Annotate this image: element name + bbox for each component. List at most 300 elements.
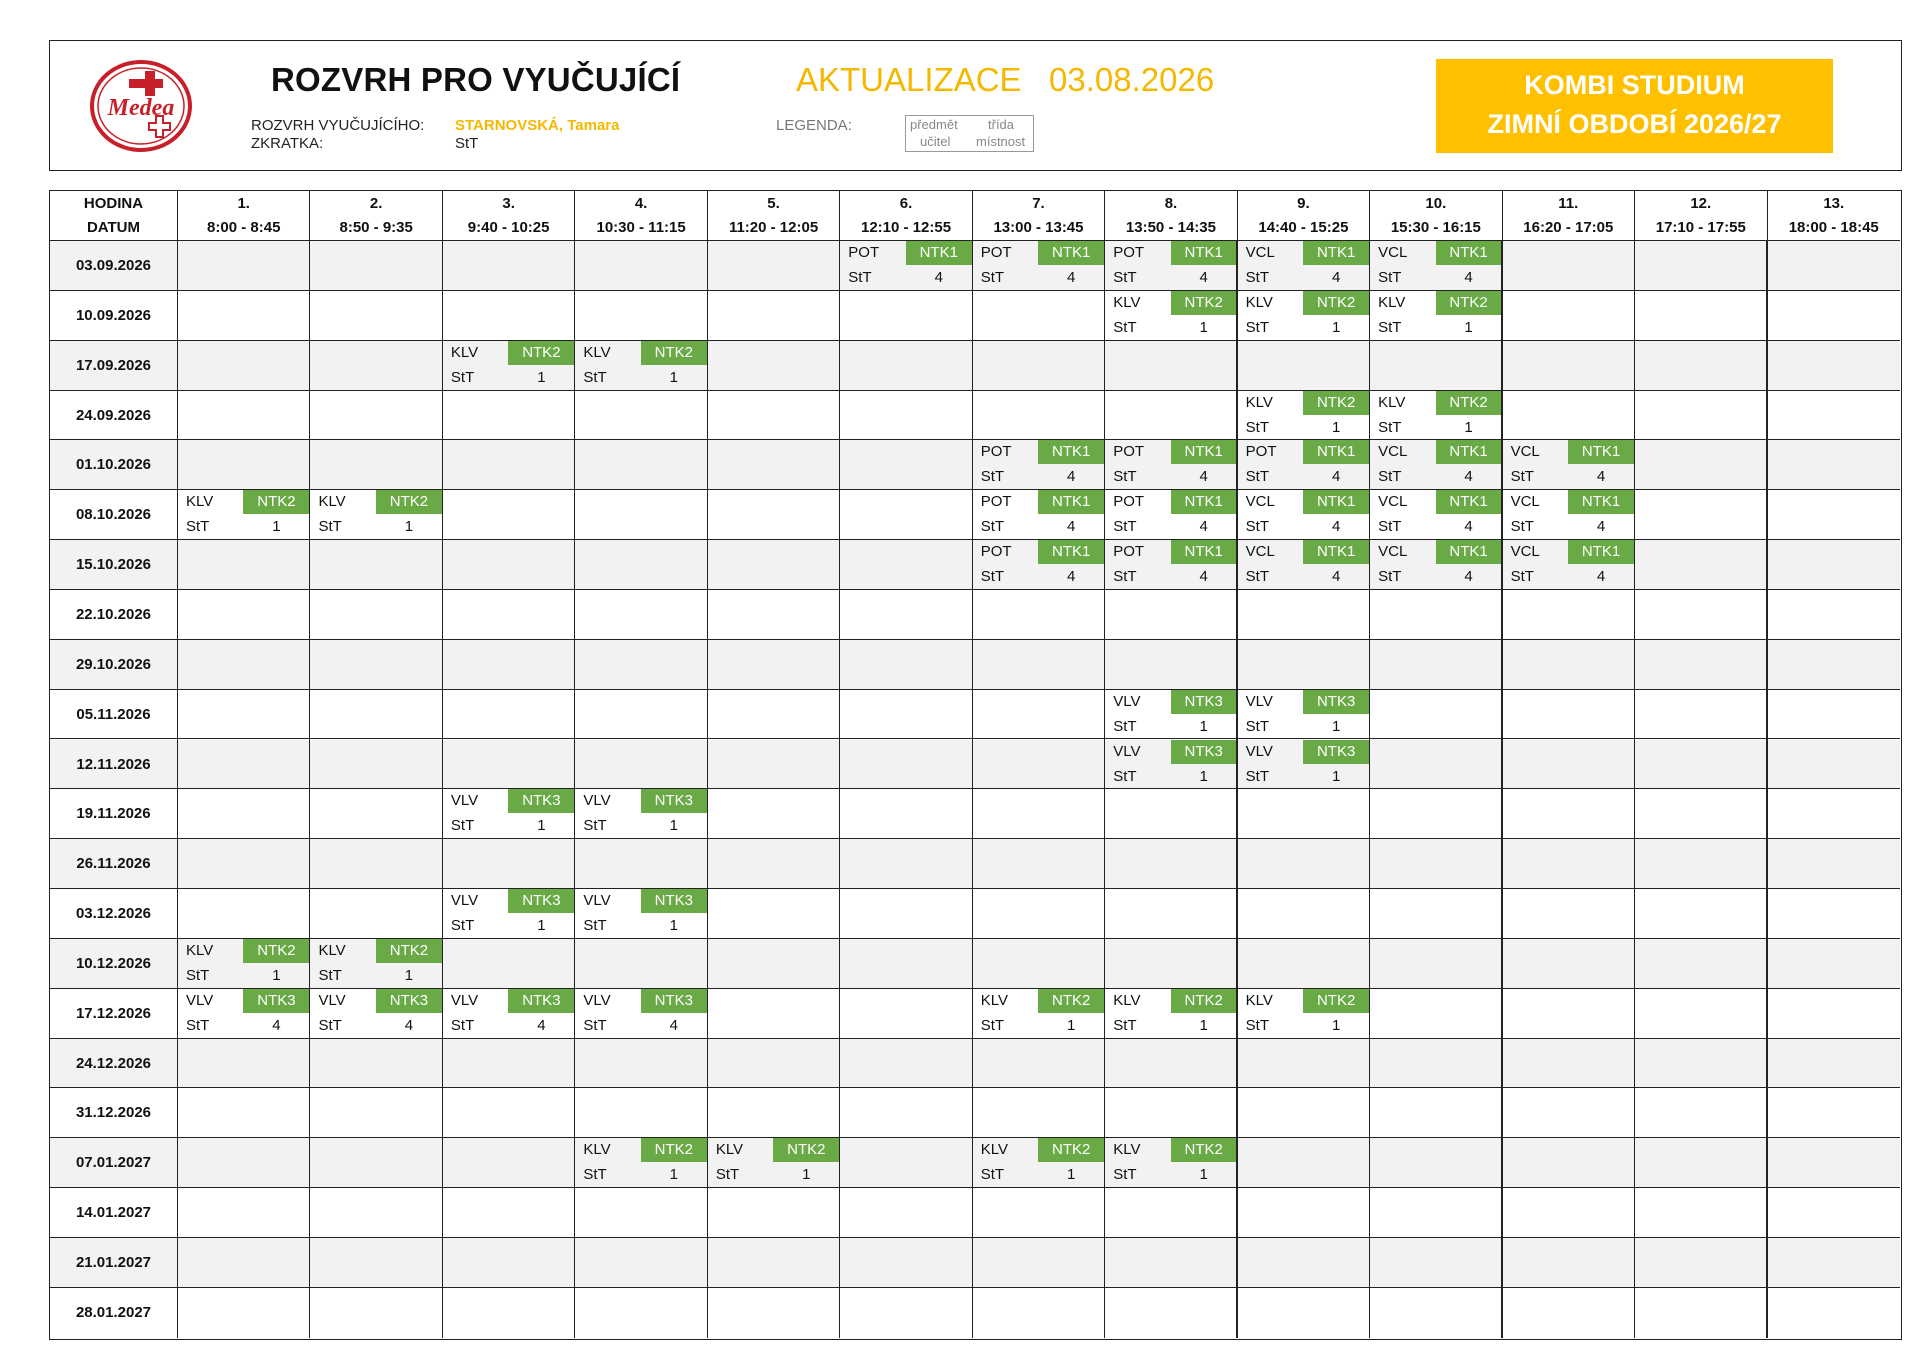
lesson-teacher: StT: [980, 1016, 1005, 1034]
lesson-cell: [310, 939, 441, 988]
lesson-cell: [1370, 540, 1501, 589]
lesson-room: 1: [1331, 318, 1341, 336]
lesson-room: 1: [404, 518, 414, 536]
lesson-subject: VCL: [1378, 244, 1408, 261]
lesson-room: 1: [537, 817, 546, 835]
lesson-room: 1: [1331, 717, 1341, 735]
lesson-subject: KLV: [1245, 293, 1273, 311]
lesson-class: NTK1: [1171, 490, 1237, 514]
lesson-room: 1: [1199, 1166, 1208, 1184]
period-time: 17:10 - 17:55: [1655, 219, 1746, 236]
lesson-cell: [575, 789, 706, 838]
period-time: 12:10 - 12:55: [860, 219, 952, 236]
lesson-teacher: StT: [318, 1016, 342, 1034]
lesson-cell: [1105, 989, 1236, 1038]
lesson-class: NTK2: [1303, 989, 1369, 1013]
document-header: [49, 40, 1902, 171]
lesson-cell: [443, 889, 574, 938]
lesson-teacher: StT: [715, 1166, 740, 1184]
lesson-room: 1: [669, 1166, 678, 1184]
lesson-room: 1: [1199, 1016, 1208, 1034]
row-date: 05.11.2026: [50, 690, 178, 740]
row-date: 08.10.2026: [50, 490, 178, 540]
row-date: 03.09.2026: [50, 241, 178, 291]
lesson-room: 1: [537, 917, 546, 935]
table-row: [50, 1288, 1900, 1338]
table-row: [50, 341, 1900, 391]
lesson-class: NTK1: [1568, 490, 1634, 514]
lesson-room: 4: [1199, 518, 1208, 536]
lesson-room: 4: [404, 1016, 414, 1034]
lesson-teacher: StT: [1113, 468, 1137, 486]
lesson-cell: [443, 341, 574, 390]
lesson-teacher: StT: [1510, 468, 1534, 486]
lesson-teacher: StT: [1245, 318, 1270, 336]
lesson-room: 1: [1464, 418, 1473, 436]
lesson-subject: VLV: [1113, 692, 1141, 710]
lesson-cell: [1503, 490, 1634, 539]
lesson-class: NTK2: [773, 1138, 839, 1162]
lesson-room: 1: [1067, 1016, 1076, 1034]
period-number: 6.: [899, 195, 913, 212]
lesson-class: NTK3: [1171, 740, 1237, 764]
table-row: [50, 590, 1900, 640]
lesson-class: NTK1: [1303, 241, 1369, 265]
lesson-teacher: StT: [1113, 269, 1137, 286]
lesson-subject: VCL: [1245, 244, 1275, 261]
teacher-name: STARNOVSKÁ, Tamara: [455, 117, 620, 134]
lesson-class: NTK1: [1436, 241, 1502, 265]
lesson-class: NTK2: [508, 341, 574, 365]
lesson-teacher: StT: [1113, 717, 1137, 735]
lesson-cell: [1105, 740, 1236, 789]
lesson-teacher: StT: [1378, 418, 1402, 436]
period-number: 9.: [1297, 195, 1310, 212]
lesson-teacher: StT: [1245, 418, 1270, 436]
lesson-class: NTK3: [508, 889, 574, 913]
row-date: 28.01.2027: [50, 1288, 178, 1338]
lesson-room: 1: [272, 966, 281, 984]
period-time: 8:50 - 9:35: [339, 219, 413, 236]
lesson-teacher: StT: [1113, 518, 1137, 536]
lesson-subject: KLV: [1113, 1141, 1141, 1159]
lesson-room: 1: [669, 917, 678, 935]
lesson-room: 4: [1596, 468, 1606, 486]
lesson-subject: KLV: [1378, 293, 1406, 311]
table-row: [50, 291, 1900, 341]
period-header: [840, 191, 972, 241]
header-corner: [50, 191, 178, 241]
lesson-teacher: StT: [186, 1016, 210, 1034]
lesson-room: 1: [1331, 1016, 1341, 1034]
legend-teacher: učitel: [920, 134, 951, 149]
lesson-subject: VLV: [1245, 742, 1273, 760]
row-date: 21.01.2027: [50, 1238, 178, 1288]
table-row: [50, 789, 1900, 839]
lesson-cell: [1238, 690, 1369, 739]
lesson-cell: [1238, 740, 1369, 789]
lesson-cell: [1238, 391, 1369, 440]
lesson-teacher: StT: [1378, 568, 1402, 586]
lesson-room: 4: [1067, 518, 1076, 536]
lesson-room: 4: [272, 1016, 281, 1034]
lesson-room: 1: [1331, 767, 1341, 785]
lesson-room: 1: [1199, 767, 1208, 785]
lesson-cell: [575, 889, 706, 938]
lesson-class: NTK2: [376, 490, 442, 514]
lesson-subject: KLV: [1245, 393, 1273, 411]
lesson-class: NTK3: [508, 989, 574, 1013]
legend-label: LEGENDA:: [776, 117, 852, 134]
period-number: 10.: [1425, 195, 1447, 212]
lesson-class: NTK2: [376, 939, 442, 963]
lesson-cell: [178, 989, 309, 1038]
lesson-class: NTK1: [1038, 540, 1104, 564]
table-row: [50, 1088, 1900, 1138]
period-number: 3.: [502, 195, 515, 212]
legend-room: místnost: [976, 134, 1026, 149]
lesson-class: NTK3: [1171, 690, 1237, 714]
lesson-teacher: StT: [318, 966, 342, 984]
lesson-subject: VLV: [583, 892, 611, 910]
lesson-teacher: StT: [1245, 468, 1270, 486]
lesson-cell: [840, 241, 971, 290]
lesson-subject: VCL: [1378, 543, 1408, 561]
lesson-class: NTK1: [1038, 440, 1104, 464]
lesson-cell: [310, 490, 441, 539]
lesson-class: NTK1: [1436, 490, 1502, 514]
period-time: 9:40 - 10:25: [467, 219, 550, 236]
lesson-room: 4: [1067, 269, 1076, 286]
lesson-teacher: StT: [1378, 269, 1402, 286]
column-divider: [1236, 241, 1237, 1338]
period-time: 14:40 - 15:25: [1258, 219, 1349, 236]
column-divider: [309, 241, 310, 1338]
period-time: 10:30 - 11:15: [596, 219, 686, 236]
row-date: 17.12.2026: [50, 989, 178, 1039]
lesson-class: NTK3: [641, 889, 707, 913]
lesson-cell: [1105, 490, 1236, 539]
lesson-cell: [708, 1138, 839, 1187]
lesson-teacher: StT: [186, 966, 210, 984]
row-date: 22.10.2026: [50, 590, 178, 640]
lesson-teacher: StT: [583, 917, 607, 935]
table-row: [50, 640, 1900, 690]
lesson-room: 4: [1464, 518, 1473, 536]
row-date: 31.12.2026: [50, 1088, 178, 1138]
period-time: 11:20 - 12:05: [728, 219, 819, 236]
row-date: 03.12.2026: [50, 889, 178, 939]
lesson-class: NTK2: [1038, 1138, 1104, 1162]
lesson-subject: POT: [980, 543, 1012, 561]
lesson-room: 1: [669, 368, 678, 386]
lesson-class: NTK1: [1171, 241, 1237, 265]
period-header: [1768, 191, 1900, 241]
lesson-subject: POT: [848, 244, 880, 261]
lesson-subject: KLV: [1378, 393, 1406, 411]
lesson-cell: [973, 1138, 1104, 1187]
lesson-subject: VCL: [1378, 493, 1408, 511]
period-number: 1.: [237, 195, 250, 212]
lesson-subject: KLV: [450, 343, 479, 361]
column-divider: [1501, 241, 1502, 1338]
table-row: [50, 391, 1900, 441]
lesson-class: NTK1: [1568, 440, 1634, 464]
lesson-subject: VLV: [583, 991, 611, 1009]
lesson-subject: VLV: [186, 991, 214, 1009]
lesson-subject: KLV: [186, 493, 214, 511]
lesson-teacher: StT: [450, 368, 475, 386]
lesson-subject: VLV: [450, 892, 479, 910]
lesson-class: NTK2: [1171, 1138, 1237, 1162]
lesson-teacher: StT: [1378, 518, 1402, 536]
row-date: 17.09.2026: [50, 341, 178, 391]
lesson-subject: KLV: [186, 941, 214, 959]
lesson-room: 1: [1067, 1166, 1076, 1184]
lesson-cell: [1105, 1138, 1236, 1187]
period-header: [1635, 191, 1767, 241]
lesson-class: NTK2: [243, 939, 309, 963]
lesson-room: 4: [1464, 269, 1473, 286]
lesson-teacher: StT: [450, 817, 475, 835]
column-divider: [1369, 241, 1370, 1338]
lesson-cell: [1370, 391, 1501, 440]
lesson-room: 4: [1199, 468, 1208, 486]
lesson-class: NTK2: [1436, 291, 1502, 315]
period-number: 12.: [1690, 195, 1712, 212]
corner-hour-label: HODINA: [83, 195, 144, 212]
lesson-cell: [1238, 291, 1369, 340]
period-header: [178, 191, 310, 241]
lesson-class: NTK1: [1303, 540, 1369, 564]
lesson-teacher: StT: [980, 468, 1005, 486]
lesson-room: 1: [1199, 717, 1208, 735]
lesson-cell: [1370, 440, 1501, 489]
lesson-class: NTK1: [1171, 540, 1237, 564]
lesson-teacher: StT: [318, 518, 342, 536]
lesson-subject: VCL: [1245, 543, 1275, 561]
lesson-teacher: StT: [980, 1166, 1005, 1184]
lesson-cell: [1503, 440, 1634, 489]
lesson-subject: POT: [980, 493, 1012, 511]
lesson-cell: [1238, 241, 1369, 290]
lesson-room: 4: [1596, 568, 1606, 586]
column-divider: [1634, 241, 1635, 1338]
column-divider: [442, 241, 443, 1338]
lesson-teacher: StT: [1113, 1166, 1137, 1184]
legend-box: [905, 115, 1034, 152]
lesson-room: 4: [537, 1016, 546, 1034]
period-header: [1238, 191, 1370, 241]
lesson-class: NTK3: [1303, 740, 1369, 764]
page-title: ROZVRH PRO VYUČUJÍCÍ: [271, 61, 681, 98]
lesson-class: NTK1: [1436, 440, 1502, 464]
lesson-class: NTK1: [1436, 540, 1502, 564]
lesson-subject: POT: [1113, 543, 1145, 561]
row-date: 07.01.2027: [50, 1138, 178, 1188]
lesson-subject: KLV: [583, 343, 611, 361]
lesson-class: NTK1: [1038, 490, 1104, 514]
row-date: 14.01.2027: [50, 1188, 178, 1238]
lesson-teacher: StT: [1378, 318, 1402, 336]
table-row: [50, 839, 1900, 889]
period-header: [973, 191, 1105, 241]
legend-class: třída: [988, 117, 1015, 132]
lesson-class: NTK2: [1303, 291, 1369, 315]
lesson-cell: [1105, 690, 1236, 739]
lesson-cell: [1370, 490, 1501, 539]
lesson-cell: [1105, 540, 1236, 589]
lesson-class: NTK2: [243, 490, 309, 514]
row-date: 26.11.2026: [50, 839, 178, 889]
lesson-subject: VLV: [450, 991, 479, 1009]
lesson-subject: VLV: [583, 792, 611, 810]
lesson-room: 4: [1067, 468, 1076, 486]
lesson-subject: VCL: [1510, 493, 1540, 511]
lesson-class: NTK2: [1171, 989, 1237, 1013]
lesson-cell: [1238, 490, 1369, 539]
lesson-room: 1: [537, 368, 546, 386]
teacher-label: ROZVRH VYUČUJÍCÍHO:: [251, 117, 425, 134]
lesson-subject: POT: [1245, 443, 1277, 461]
lesson-teacher: StT: [583, 1166, 607, 1184]
lesson-cell: [575, 341, 706, 390]
lesson-class: NTK1: [1568, 540, 1634, 564]
lesson-subject: VLV: [318, 991, 346, 1009]
lesson-cell: [1105, 291, 1236, 340]
lesson-room: 4: [1331, 568, 1341, 586]
lesson-cell: [1370, 241, 1501, 290]
timetable: [49, 190, 1902, 1340]
lesson-cell: [310, 989, 441, 1038]
column-divider: [177, 241, 178, 1338]
lesson-teacher: StT: [1113, 318, 1137, 336]
row-date: 24.09.2026: [50, 391, 178, 441]
period-number: 8.: [1164, 195, 1178, 212]
table-row: [50, 1238, 1900, 1288]
period-time: 13:00 - 13:45: [993, 219, 1084, 236]
lesson-class: NTK2: [1303, 391, 1369, 415]
period-number: 2.: [369, 195, 383, 212]
lesson-room: 4: [1596, 518, 1606, 536]
period-number: 13.: [1823, 195, 1845, 212]
lesson-teacher: StT: [1113, 767, 1137, 785]
lesson-room: 4: [1464, 568, 1473, 586]
lesson-teacher: StT: [583, 817, 607, 835]
period-number: 5.: [767, 195, 780, 212]
lesson-teacher: StT: [186, 518, 210, 536]
column-divider: [1104, 241, 1105, 1338]
lesson-class: NTK2: [1171, 291, 1237, 315]
period-header: [1370, 191, 1502, 241]
lesson-room: 1: [1331, 418, 1341, 436]
lesson-teacher: StT: [1245, 269, 1270, 286]
lesson-teacher: StT: [1245, 518, 1270, 536]
lesson-cell: [1370, 291, 1501, 340]
lesson-teacher: StT: [1245, 717, 1270, 735]
lesson-teacher: StT: [1510, 518, 1534, 536]
lesson-subject: KLV: [980, 991, 1008, 1009]
medea-logo: [89, 59, 193, 153]
lesson-subject: POT: [1113, 244, 1145, 261]
lesson-teacher: StT: [980, 568, 1005, 586]
abbr-label: ZKRATKA:: [251, 135, 324, 152]
study-badge: [1436, 59, 1833, 153]
lesson-room: 4: [1199, 568, 1208, 586]
row-date: 01.10.2026: [50, 440, 178, 490]
lesson-teacher: StT: [1245, 568, 1270, 586]
lesson-cell: [1238, 540, 1369, 589]
period-header: [1105, 191, 1237, 241]
column-divider: [574, 241, 575, 1338]
column-divider: [839, 241, 840, 1338]
period-time: 13:50 - 14:35: [1125, 219, 1216, 236]
lesson-room: 4: [1331, 518, 1341, 536]
row-date: 10.12.2026: [50, 939, 178, 989]
lesson-cell: [973, 440, 1104, 489]
lesson-class: NTK3: [641, 989, 707, 1013]
lesson-cell: [178, 490, 309, 539]
lesson-class: NTK1: [1303, 440, 1369, 464]
row-date: 19.11.2026: [50, 789, 178, 839]
lesson-subject: POT: [980, 443, 1012, 461]
corner-date-label: DATUM: [86, 219, 141, 236]
lesson-cell: [575, 989, 706, 1038]
period-header: [443, 191, 575, 241]
lesson-room: 1: [404, 966, 414, 984]
lesson-cell: [575, 1138, 706, 1187]
lesson-teacher: StT: [1378, 468, 1402, 486]
lesson-cell: [1503, 540, 1634, 589]
lesson-subject: POT: [1113, 493, 1145, 511]
lesson-subject: VCL: [1378, 443, 1408, 461]
period-header: [310, 191, 442, 241]
lesson-subject: VCL: [1245, 493, 1275, 511]
timetable-grid: [50, 191, 1900, 1338]
lesson-room: 4: [934, 269, 943, 286]
lesson-class: NTK2: [641, 1138, 707, 1162]
row-date: 24.12.2026: [50, 1039, 178, 1089]
period-number: 11.: [1558, 195, 1579, 212]
lesson-teacher: StT: [848, 269, 872, 286]
lesson-class: NTK3: [508, 789, 574, 813]
lesson-teacher: StT: [1113, 1016, 1137, 1034]
badge-line-2: ZIMNÍ OBDOBÍ 2026/27: [1487, 109, 1782, 139]
lesson-subject: KLV: [1113, 293, 1141, 311]
lesson-cell: [973, 989, 1104, 1038]
lesson-cell: [973, 241, 1104, 290]
table-row: [50, 1039, 1900, 1089]
lesson-cell: [973, 540, 1104, 589]
lesson-class: NTK3: [641, 789, 707, 813]
lesson-cell: [1105, 241, 1236, 290]
lesson-room: 4: [1464, 468, 1473, 486]
lesson-class: NTK1: [1303, 490, 1369, 514]
table-row: [50, 1188, 1900, 1238]
lesson-teacher: StT: [980, 269, 1005, 286]
row-date: 15.10.2026: [50, 540, 178, 590]
legend-subject: předmět: [910, 117, 958, 132]
lesson-teacher: StT: [1113, 568, 1137, 586]
lesson-subject: VLV: [1113, 742, 1141, 760]
lesson-subject: VLV: [1245, 692, 1273, 710]
lesson-subject: VLV: [450, 792, 479, 810]
column-divider: [972, 241, 973, 1338]
row-date: 29.10.2026: [50, 640, 178, 690]
lesson-teacher: StT: [1245, 767, 1270, 785]
logo-text: Medea: [107, 95, 175, 121]
lesson-room: 4: [1331, 269, 1341, 286]
